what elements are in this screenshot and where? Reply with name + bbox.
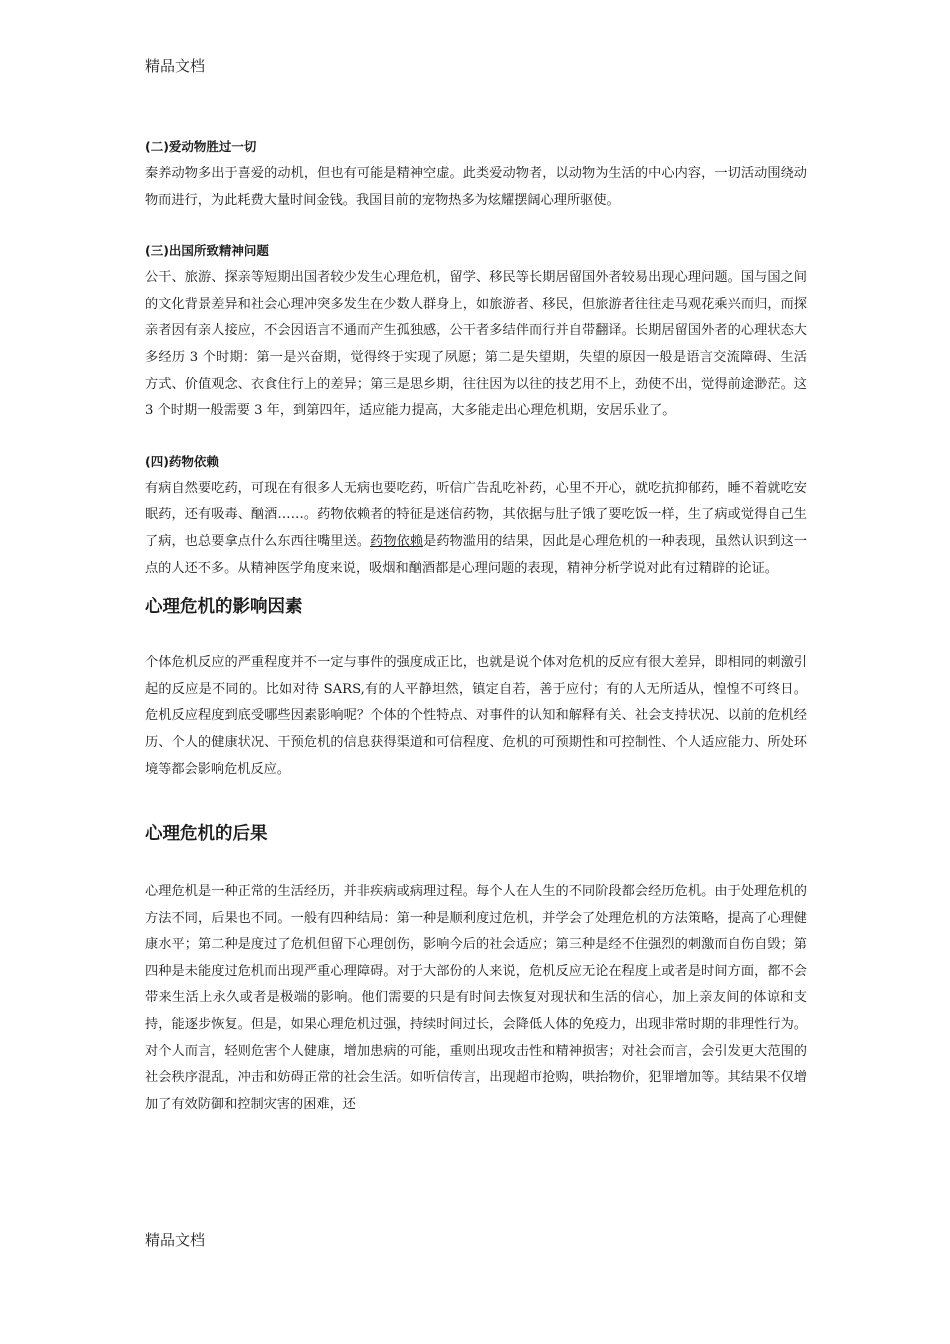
page-header: 精品文档 (145, 57, 206, 75)
consequences-title: 心理危机的后果 (145, 824, 268, 845)
section-paragraph-4 (145, 476, 807, 582)
section-paragraph-3: 公干、旅游、探亲等短期出国者较少发生心理危机，留学、移民等长期居留国外者较易出现心理问题。国与国之间的文化背景差异和社会心理冲突多发生在少数人群身上，如旅游者、移民，但旅游者往往走马观花乘兴而归，而探亲者因有亲人接应，不会因语言不通而产生孤独感，公干者多结伴而行并自带翻译。长期居留国外者的心理状态大多经历 3 个时期：第一是兴奋期，觉得终于实现了夙愿；第二是失望期，失望的原因一般是语言交流障碍、生活方式、价值观念、衣食住行上的差异；第三是思乡期，往往因为以往的技艺用不上，劲使不出，觉得前途渺茫。这 3 个时期一般需要 3 年，到第四年，适应能力提高，大多能走出心理危机期，安居乐业了。 (145, 270, 807, 419)
paragraph-text-part: 是药物滥用的结果，因此是心理危机的一种表现，虽然认识到这一点的人还不多。从精神医学角度来说，吸烟和酗酒都是心理问题的表现，精神分析学说对此有过精辟的论证。 (145, 533, 808, 576)
factors-title: 心理危机的影响因素 (145, 597, 303, 618)
section-heading-3: (三)出国所致精神问题 (145, 243, 269, 259)
section-heading-4: (四)药物依赖 (145, 453, 219, 469)
section-heading-2: (二)爱动物胜过一切 (145, 139, 257, 154)
section-paragraph-2: 秦养动物多出于喜爱的动机，但也有可能是精神空虚。此类爱动物者，以动物为生活的中心内容，一切活动围绕动物而进行，为此耗费大量时间金钱。我国目前的宠物热多为炫耀摆阔心理所驱使。 (145, 166, 807, 208)
paragraph-text-part: 有病自然要吃药，可现在有很多人无病也要吃药，听信广告乱吃补药，心里不开心，就吃抗抑郁药，睡不着就吃安眠药，还有吸毒、酗酒……。药物依赖者的特征是迷信药物，其依据与肚子饿了要吃饭一样，生了病或觉得自己生了病，也总要拿点什么东西往嘴里送。 (145, 480, 807, 549)
consequences-paragraph: 心理危机是一种正常的生活经历，并非疾病或病理过程。每个人在人生的不同阶段都会经历危机。由于处理危机的方法不同，后果也不同。一般有四种结局：第一种是顺利度过危机，并学会了处理危机的方法策略，提高了心理健康水平；第二种是度过了危机但留下心理创伤，影响今后的社会适应；第三种是经不住强烈的刺激而自伤自毁；第四种是未能度过危机而出现严重心理障碍。对于大部份的人来说，危机反应无论在程度上或者是时间方面，都不会带来生活上永久或者是极端的影响。他们需要的只是有时间去恢复对现状和生活的信心，加上亲友间的体谅和支持，能逐步恢复。但是，如果心理危机过强，持续时间过长，会降低人体的免疫力，出现非常时期的非理性行为。对个人而言，轻则危害个人健康，增加患病的可能，重则出现攻击性和精神损害；对社会而言，会引发更大范围的社会秩序混乱，冲击和妨碍正常的社会生活。如听信传言，出现超市抢购，哄抬物价，犯罪增加等。其结果不仅增加了有效防御和控制灾害的困难，还 (145, 884, 807, 1112)
factors-paragraph: 个体危机反应的严重程度并不一定与事件的强度成正比，也就是说个体对危机的反应有很大差异，即相同的刺激引起的反应是不同的。比如对待 SARS,有的人平静坦然，镇定自若，善于应付；有的人无所适从，惶惶不可终日。危机反应程度到底受哪些因素影响呢？个体的个性特点、对事件的认知和解释有关、社会支持状况、以前的危机经历、个人的健康状况、干预危机的信息获得渠道和可信程度、危机的可预期性和可控制性、个人适应能力、所处环境等都会影响危机反应。 (145, 655, 807, 777)
drug-dependence-link[interactable]: 药物依赖 (370, 533, 424, 549)
document-body (145, 136, 807, 1118)
page-footer: 精品文档 (145, 1231, 206, 1249)
